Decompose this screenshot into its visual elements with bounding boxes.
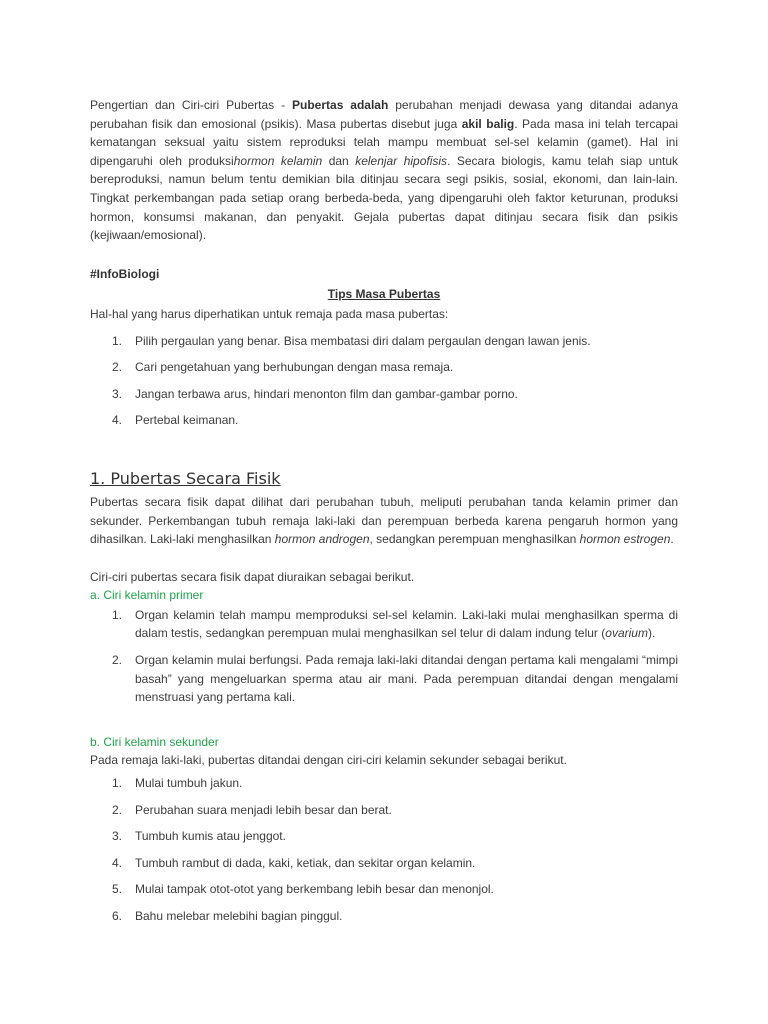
primary-list bbox=[90, 606, 678, 707]
list-text: Perubahan suara menjadi lebih besar dan berat. bbox=[135, 802, 392, 817]
list-text: Tumbuh rambut di dada, kaki, ketiak, dan sekitar organ kelamin. bbox=[135, 855, 476, 870]
section-paragraph bbox=[90, 493, 678, 549]
list-text: Organ kelamin telah mampu memproduksi sel-sel kelamin. Laki-laki mulai menghasilkan sperma di dalam testis, sedangkan perempuan mulai menghasilkan sel telur di dalam indung telur ( bbox=[135, 607, 678, 641]
section-heading: 1. Pubertas Secara Fisik bbox=[90, 468, 281, 488]
info-tag: #InfoBiologi bbox=[90, 266, 160, 281]
paragraph-text: Pubertas secara fisik dapat dilihat dari perubahan tubuh, meliputi perubahan tanda kelamin primer dan sekunder. Perkembangan tubuh remaja laki-laki dan perempuan berbeda karena pengaruh hormon yang dihasilkan. Laki-laki menghasilkan bbox=[90, 494, 678, 547]
list-item bbox=[90, 774, 678, 793]
list-number: 6. bbox=[112, 909, 123, 923]
list-text: Pertebal keimanan. bbox=[135, 413, 239, 428]
paragraph-text: , sedangkan perempuan menghasilkan bbox=[369, 532, 580, 547]
tips-lead: Hal-hal yang harus diperhatikan untuk remaja pada masa pubertas: bbox=[90, 306, 449, 321]
section-paragraph: Pada remaja laki-laki, pubertas ditandai dengan ciri-ciri kelamin sekunder sebagai berikut. bbox=[90, 753, 567, 768]
list-item bbox=[90, 854, 678, 873]
list-text: Cari pengetahuan yang berhubungan dengan masa remaja. bbox=[135, 360, 454, 375]
list-text: Pilih pergaulan yang benar. Bisa membatasi diri dalam pergaulan dengan lawan jenis. bbox=[135, 333, 591, 348]
secondary-list bbox=[90, 774, 678, 926]
list-item bbox=[90, 606, 678, 643]
list-item bbox=[90, 411, 678, 430]
list-number: 3. bbox=[112, 386, 123, 401]
intro-italic-term: hormon kelamin bbox=[233, 153, 323, 168]
intro-text: . Secara biologis, kamu telah siap untuk bereproduksi, namun belum tentu demikian bila ditinjau secara segi psikis, sosial, ekonomi, dan lain-lain. Tingkat perkembangan pada setiap orang berbeda-beda, yang dipengaruhi oleh faktor keturunan, produksi hormon, konsumsi makanan, dan penyakit. Gejala pubertas dapat ditinjau secara fisik dan psikis (kejiwaan/emosional). bbox=[90, 153, 679, 243]
intro-text: dan bbox=[322, 153, 356, 168]
list-item bbox=[90, 358, 678, 377]
intro-text: perubahan menjadi dewasa yang ditandai adanya perubahan fisik dan emosional (psikis). Masa pubertas disebut juga bbox=[90, 98, 679, 131]
intro-paragraph bbox=[90, 96, 678, 245]
intro-text: Pengertian dan Ciri-ciri Pubertas - bbox=[90, 98, 293, 112]
list-text: Mulai tampak otot-otot yang berkembang lebih besar dan menonjol. bbox=[135, 882, 494, 897]
intro-italic-term: kelenjar hipofisis bbox=[355, 153, 448, 168]
document-page bbox=[90, 96, 678, 926]
list-number: 1. bbox=[112, 607, 123, 622]
list-item bbox=[90, 385, 678, 404]
list-number: 2. bbox=[112, 360, 123, 375]
list-text: Organ kelamin mulai berfungsi. Pada remaja laki-laki ditandai dengan pertama kali mengalami “mimpi basah” yang mengeluarkan sperma atau air mani. Pada perempuan ditandai dengan mengalami menstruasi yang pertama kali. bbox=[135, 653, 678, 705]
tips-title: Tips Masa Pubertas bbox=[327, 287, 441, 302]
list-text: ). bbox=[647, 626, 656, 641]
list-item bbox=[90, 651, 678, 707]
italic-term: hormon estrogen bbox=[579, 532, 671, 547]
list-number: 5. bbox=[112, 882, 123, 897]
intro-text: . Pada masa ini telah tercapai kematangan seksual yaitu sistem reproduksi telah mampu membuat sel-sel kelamin (gamet). Hal ini dipengaruhi oleh produksi bbox=[90, 116, 679, 168]
list-number: 1. bbox=[112, 776, 123, 791]
list-number: 2. bbox=[112, 802, 123, 817]
section-paragraph: Ciri-ciri pubertas secara fisik dapat diuraikan sebagai berikut. bbox=[90, 569, 415, 584]
list-number: 2. bbox=[112, 653, 123, 668]
list-number: 4. bbox=[112, 413, 123, 428]
intro-bold-term: Pubertas adalah bbox=[292, 98, 389, 112]
list-item bbox=[90, 907, 678, 926]
list-number: 4. bbox=[112, 855, 123, 870]
italic-term: ovarium bbox=[605, 626, 648, 641]
list-number: 3. bbox=[112, 829, 123, 844]
intro-bold-term: akil balig bbox=[461, 116, 515, 131]
tips-list bbox=[90, 332, 678, 430]
list-text: Mulai tumbuh jakun. bbox=[135, 776, 243, 791]
paragraph-text: . bbox=[670, 532, 674, 547]
subheading-secondary: b. Ciri kelamin sekunder bbox=[90, 734, 219, 749]
italic-term: hormon androgen bbox=[274, 532, 370, 547]
list-text: Jangan terbawa arus, hindari menonton film dan gambar-gambar porno. bbox=[135, 386, 518, 401]
list-item bbox=[90, 801, 678, 820]
list-text: Bahu melebar melebihi bagian pinggul. bbox=[135, 909, 343, 923]
list-text: Tumbuh kumis atau jenggot. bbox=[135, 829, 286, 844]
subheading-primary: a. Ciri kelamin primer bbox=[90, 588, 204, 603]
list-number: 1. bbox=[112, 333, 123, 348]
list-item bbox=[90, 880, 678, 899]
list-item bbox=[90, 332, 678, 351]
list-item bbox=[90, 827, 678, 846]
